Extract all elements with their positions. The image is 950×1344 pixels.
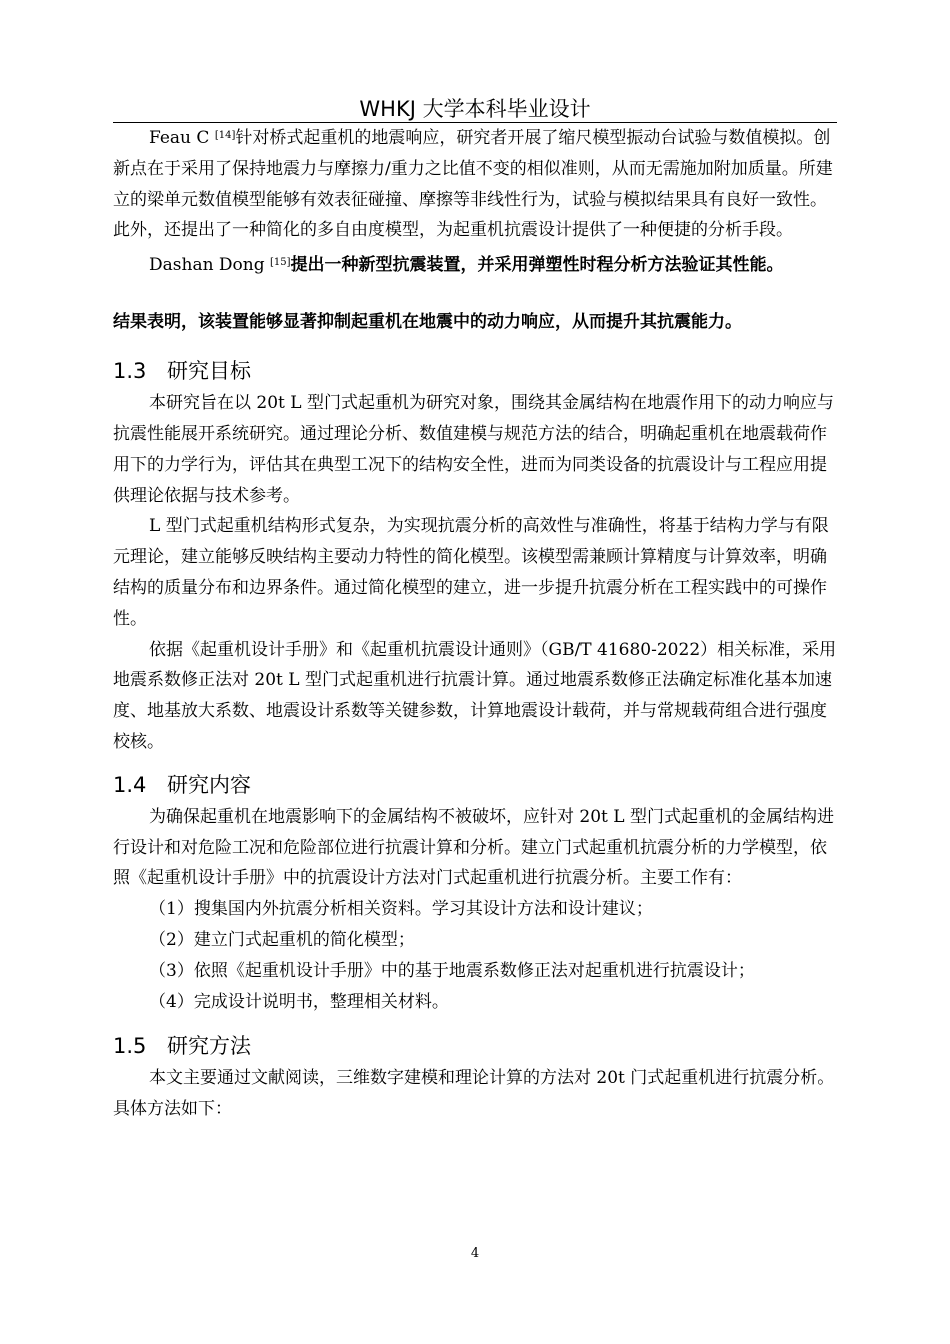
author-name: Feau C (149, 128, 215, 148)
paragraph-feau (113, 123, 841, 246)
list-item: （4）完成设计说明书，整理相关材料。 (149, 991, 449, 1012)
paragraph: 本研究旨在以 20t L 型门式起重机为研究对象，围绕其金属结构在地震作用下的动力响应与抗震性能展开系统研究。通过理论分析、数值建模与规范方法的结合，明确起重机在地震载荷作用下的力学行为，评估其在典型工况下的结构安全性，进而为同类设备的抗震设计与工程应用提供理论依据与技术参考。 (113, 393, 834, 506)
page-header: WHKJ 大学本科毕业设计 (359, 97, 591, 121)
author-name: Dashan Dong (149, 255, 271, 276)
page-number: 4 (470, 1246, 480, 1261)
section-heading-1-4 (113, 770, 841, 800)
list-item: （2）建立门式起重机的简化模型； (149, 929, 415, 950)
list-item: （3）依照《起重机设计手册》中的基于地震系数修正法对起重机进行抗震设计； (149, 960, 755, 981)
citation-ref: [15] (270, 257, 291, 269)
section-title: 研究方法 (167, 1034, 251, 1059)
paragraph-dong-continued: 结果表明，该装置能够显著抑制起重机在地震中的动力响应，从而提升其抗震能力。 (113, 312, 742, 333)
section-heading-1-5 (113, 1031, 841, 1061)
page-content (113, 123, 841, 1125)
paragraph: 本文主要通过文献阅读，三维数字建模和理论计算的方法对 20t 门式起重机进行抗震分析。具体方法如下： (113, 1068, 835, 1120)
section-number: 1.5 (113, 1034, 147, 1059)
paragraph-text: 针对桥式起重机的地震响应，研究者开展了缩尺模型振动台试验与数值模拟。创新点在于采用了保持地震力与摩擦力/重力之比值不变的相似准则，从而无需施加附加质量。所建立的梁单元数值模型能够有效表征碰撞、摩擦等非线性行为，试验与模拟结果具有良好一致性。此外，还提出了一种简化的多自由度模型，为起重机抗震设计提供了一种便捷的分析手段。 (113, 128, 833, 241)
section-number: 1.3 (113, 359, 147, 384)
paragraph: L 型门式起重机结构形式复杂，为实现抗震分析的高效性与准确性，将基于结构力学与有限元理论，建立能够反映结构主要动力特性的简化模型。该模型需兼顾计算精度与计算效率，明确结构的质量分布和边界条件。通过简化模型的建立，进一步提升抗震分析在工程实践中的可操作性。 (113, 516, 829, 629)
paragraph: 为确保起重机在地震影响下的金属结构不被破坏，应针对 20t L 型门式起重机的金属结构进行设计和对危险工况和危险部位进行抗震计算和分析。建立门式起重机抗震分析的力学模型，依照《起重机设计手册》中的抗震设计方法对门式起重机进行抗震分析。主要工作有： (113, 806, 834, 889)
section-number: 1.4 (113, 772, 147, 797)
list-item: （1）搜集国内外抗震分析相关资料。学习其设计方法和设计建议； (149, 899, 653, 920)
section-title: 研究内容 (167, 772, 251, 797)
section-heading-1-3 (113, 356, 841, 386)
citation-ref: [14] (214, 130, 236, 141)
paragraph: 依据《起重机设计手册》和《起重机抗震设计通则》（GB/T 41680-2022）相关标准，采用地震系数修正法对 20t L 型门式起重机进行抗震计算。通过地震系数修正法确定标准化基本加速度、地基放大系数、地震设计系数等关键参数，计算地震设计载荷，并与常规载荷组合进行强度校核。 (113, 639, 837, 752)
paragraph-dong (113, 253, 841, 277)
section-title: 研究目标 (167, 359, 251, 384)
paragraph-text: 提出一种新型抗震装置，并采用弹塑性时程分析方法验证其性能。 (290, 255, 784, 276)
